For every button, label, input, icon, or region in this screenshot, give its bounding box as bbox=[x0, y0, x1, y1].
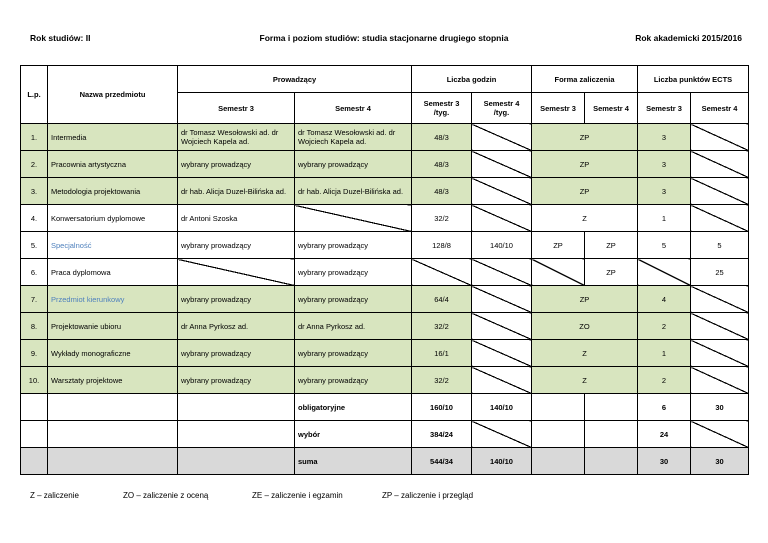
row-form-sem3: ZP bbox=[532, 232, 585, 259]
row-form: Z bbox=[532, 205, 638, 232]
summary-name bbox=[48, 394, 178, 421]
row-lp: 6. bbox=[21, 259, 48, 286]
row-hours-sem4 bbox=[472, 340, 532, 367]
summary-label: wybór bbox=[295, 421, 412, 448]
col-lp: L.p. bbox=[21, 66, 48, 124]
legend-ze: ZE – zaliczenie i egzamin bbox=[252, 491, 343, 500]
summary-form-sem4 bbox=[585, 394, 638, 421]
row-hours-sem4 bbox=[472, 259, 532, 286]
row-ects-sem3: 2 bbox=[638, 313, 691, 340]
row-prow-sem3: wybrany prowadzący bbox=[178, 367, 295, 394]
summary-hours-sem4 bbox=[472, 421, 532, 448]
col-hours-sem4 bbox=[472, 93, 532, 124]
table-row bbox=[21, 151, 749, 178]
col-hours-sem4-line2: /tyg. bbox=[493, 108, 510, 117]
row-ects-sem4 bbox=[691, 340, 749, 367]
summary-hours-sem4: 140/10 bbox=[472, 448, 532, 475]
row-ects-sem3: 4 bbox=[638, 286, 691, 313]
summary-ects-sem3: 24 bbox=[638, 421, 691, 448]
row-form: Z bbox=[532, 340, 638, 367]
row-form: Z bbox=[532, 367, 638, 394]
row-hours-sem3: 64/4 bbox=[412, 286, 472, 313]
row-ects-sem4 bbox=[691, 367, 749, 394]
row-hours-sem3 bbox=[412, 259, 472, 286]
row-prow-sem4: wybrany prowadzący bbox=[295, 367, 412, 394]
row-hours-sem4 bbox=[472, 313, 532, 340]
col-form-sem3: Semestr 3 bbox=[532, 93, 585, 124]
summary-prow-sem3 bbox=[178, 394, 295, 421]
row-form: ZP bbox=[532, 124, 638, 151]
row-ects-sem3: 1 bbox=[638, 205, 691, 232]
summary-form-sem3 bbox=[532, 421, 585, 448]
summary-label: suma bbox=[295, 448, 412, 475]
row-prow-sem3: wybrany prowadzący bbox=[178, 232, 295, 259]
summary-row bbox=[21, 448, 749, 475]
row-ects-sem3: 3 bbox=[638, 151, 691, 178]
table-row bbox=[21, 286, 749, 313]
row-hours-sem3: 32/2 bbox=[412, 205, 472, 232]
row-ects-sem4: 25 bbox=[691, 259, 749, 286]
summary-prow-sem3 bbox=[178, 421, 295, 448]
group-prowadzacy: Prowadzący bbox=[178, 66, 412, 93]
summary-form-sem3 bbox=[532, 448, 585, 475]
summary-lp bbox=[21, 448, 48, 475]
legend-z: Z – zaliczenie bbox=[30, 491, 79, 500]
row-prow-sem3: wybrany prowadzący bbox=[178, 286, 295, 313]
summary-ects-sem4: 30 bbox=[691, 448, 749, 475]
col-form-sem4: Semestr 4 bbox=[585, 93, 638, 124]
curriculum-table bbox=[20, 65, 749, 475]
row-ects-sem4 bbox=[691, 286, 749, 313]
academic-year: Rok akademicki 2015/2016 bbox=[635, 33, 742, 43]
row-lp: 2. bbox=[21, 151, 48, 178]
summary-hours-sem3: 160/10 bbox=[412, 394, 472, 421]
row-hours-sem4 bbox=[472, 286, 532, 313]
table-row bbox=[21, 340, 749, 367]
summary-hours-sem3: 544/34 bbox=[412, 448, 472, 475]
row-hours-sem3: 48/3 bbox=[412, 178, 472, 205]
col-hours-sem3-line2: /tyg. bbox=[433, 108, 450, 117]
table-row bbox=[21, 367, 749, 394]
row-form-sem3 bbox=[532, 259, 585, 286]
table-row bbox=[21, 124, 749, 151]
summary-lp bbox=[21, 394, 48, 421]
row-ects-sem4: 5 bbox=[691, 232, 749, 259]
row-form: ZP bbox=[532, 178, 638, 205]
summary-ects-sem3: 30 bbox=[638, 448, 691, 475]
row-prow-sem4 bbox=[295, 205, 412, 232]
summary-form-sem4 bbox=[585, 421, 638, 448]
summary-hours-sem3: 384/24 bbox=[412, 421, 472, 448]
row-prow-sem3 bbox=[178, 259, 295, 286]
col-prow-sem4: Semestr 4 bbox=[295, 93, 412, 124]
group-forma-zaliczenia: Forma zaliczenia bbox=[532, 66, 638, 93]
table-row bbox=[21, 232, 749, 259]
row-hours-sem3: 32/2 bbox=[412, 367, 472, 394]
row-name: Intermedia bbox=[48, 124, 178, 151]
row-ects-sem4 bbox=[691, 205, 749, 232]
row-hours-sem3: 48/3 bbox=[412, 151, 472, 178]
legend-zp: ZP – zaliczenie i przegląd bbox=[382, 491, 474, 500]
row-ects-sem3: 3 bbox=[638, 178, 691, 205]
summary-name bbox=[48, 421, 178, 448]
row-name: Praca dyplomowa bbox=[48, 259, 178, 286]
row-form-sem4: ZP bbox=[585, 232, 638, 259]
row-ects-sem3: 1 bbox=[638, 340, 691, 367]
row-prow-sem4: wybrany prowadzący bbox=[295, 232, 412, 259]
row-prow-sem3: dr Tomasz Wesołowski ad. dr Wojciech Kapela ad. bbox=[178, 124, 295, 151]
col-hours-sem4-line1: Semestr 4 bbox=[483, 99, 520, 108]
row-form: ZP bbox=[532, 151, 638, 178]
study-form: Forma i poziom studiów: studia stacjonarne drugiego stopnia bbox=[259, 33, 509, 43]
row-hours-sem4 bbox=[472, 151, 532, 178]
col-hours-sem3 bbox=[412, 93, 472, 124]
summary-lp bbox=[21, 421, 48, 448]
summary-ects-sem4 bbox=[691, 421, 749, 448]
row-prow-sem3: dr Anna Pyrkosz ad. bbox=[178, 313, 295, 340]
row-lp: 7. bbox=[21, 286, 48, 313]
row-prow-sem3: wybrany prowadzący bbox=[178, 151, 295, 178]
row-form-sem4: ZP bbox=[585, 259, 638, 286]
row-name: Wykłady monograficzne bbox=[48, 340, 178, 367]
summary-form-sem4 bbox=[585, 448, 638, 475]
summary-form-sem3 bbox=[532, 394, 585, 421]
group-ects: Liczba punktów ECTS bbox=[638, 66, 749, 93]
row-prow-sem4: dr Anna Pyrkosz ad. bbox=[295, 313, 412, 340]
row-ects-sem4 bbox=[691, 178, 749, 205]
summary-ects-sem4: 30 bbox=[691, 394, 749, 421]
row-form: ZO bbox=[532, 313, 638, 340]
col-prow-sem3: Semestr 3 bbox=[178, 93, 295, 124]
row-ects-sem4 bbox=[691, 124, 749, 151]
row-lp: 5. bbox=[21, 232, 48, 259]
legend-zo: ZO – zaliczenie z oceną bbox=[123, 491, 209, 500]
summary-hours-sem4: 140/10 bbox=[472, 394, 532, 421]
row-prow-sem3: dr Antoni Szoska bbox=[178, 205, 295, 232]
summary-ects-sem3: 6 bbox=[638, 394, 691, 421]
row-name: Warsztaty projektowe bbox=[48, 367, 178, 394]
row-name: Konwersatorium dyplomowe bbox=[48, 205, 178, 232]
table-row bbox=[21, 205, 749, 232]
summary-row bbox=[21, 421, 749, 448]
row-hours-sem4: 140/10 bbox=[472, 232, 532, 259]
col-hours-sem3-line1: Semestr 3 bbox=[423, 99, 460, 108]
summary-row bbox=[21, 394, 749, 421]
table-row bbox=[21, 313, 749, 340]
col-ects-sem3: Semestr 3 bbox=[638, 93, 691, 124]
row-lp: 3. bbox=[21, 178, 48, 205]
row-ects-sem3 bbox=[638, 259, 691, 286]
row-hours-sem3: 32/2 bbox=[412, 313, 472, 340]
row-prow-sem4: wybrany prowadzący bbox=[295, 340, 412, 367]
row-hours-sem3: 48/3 bbox=[412, 124, 472, 151]
row-hours-sem3: 128/8 bbox=[412, 232, 472, 259]
row-prow-sem4: wybrany prowadzący bbox=[295, 259, 412, 286]
row-name: Pracownia artystyczna bbox=[48, 151, 178, 178]
summary-prow-sem3 bbox=[178, 448, 295, 475]
row-lp: 8. bbox=[21, 313, 48, 340]
row-lp: 1. bbox=[21, 124, 48, 151]
row-ects-sem3: 3 bbox=[638, 124, 691, 151]
group-liczba-godzin: Liczba godzin bbox=[412, 66, 532, 93]
row-lp: 4. bbox=[21, 205, 48, 232]
row-hours-sem4 bbox=[472, 124, 532, 151]
col-ects-sem4: Semestr 4 bbox=[691, 93, 749, 124]
row-lp: 10. bbox=[21, 367, 48, 394]
row-lp: 9. bbox=[21, 340, 48, 367]
col-name: Nazwa przedmiotu bbox=[48, 66, 178, 124]
row-prow-sem3: wybrany prowadzący bbox=[178, 340, 295, 367]
row-hours-sem4 bbox=[472, 367, 532, 394]
row-name: Metodologia projektowania bbox=[48, 178, 178, 205]
summary-label: obligatoryjne bbox=[295, 394, 412, 421]
row-ects-sem3: 2 bbox=[638, 367, 691, 394]
study-year: Rok studiów: II bbox=[30, 33, 91, 43]
row-hours-sem4 bbox=[472, 178, 532, 205]
table-row bbox=[21, 178, 749, 205]
row-ects-sem4 bbox=[691, 313, 749, 340]
row-ects-sem4 bbox=[691, 151, 749, 178]
row-form: ZP bbox=[532, 286, 638, 313]
row-hours-sem3: 16/1 bbox=[412, 340, 472, 367]
row-name: Projektowanie ubioru bbox=[48, 313, 178, 340]
row-name: Specjalność bbox=[48, 232, 178, 259]
row-prow-sem3: dr hab. Alicja Duzel-Bilińska ad. bbox=[178, 178, 295, 205]
row-prow-sem4: wybrany prowadzący bbox=[295, 286, 412, 313]
row-prow-sem4: dr hab. Alicja Duzel-Bilińska ad. bbox=[295, 178, 412, 205]
summary-name bbox=[48, 448, 178, 475]
table-row bbox=[21, 259, 749, 286]
row-ects-sem3: 5 bbox=[638, 232, 691, 259]
row-hours-sem4 bbox=[472, 205, 532, 232]
row-prow-sem4: dr Tomasz Wesołowski ad. dr Wojciech Kapela ad. bbox=[295, 124, 412, 151]
row-name: Przedmiot kierunkowy bbox=[48, 286, 178, 313]
row-prow-sem4: wybrany prowadzący bbox=[295, 151, 412, 178]
